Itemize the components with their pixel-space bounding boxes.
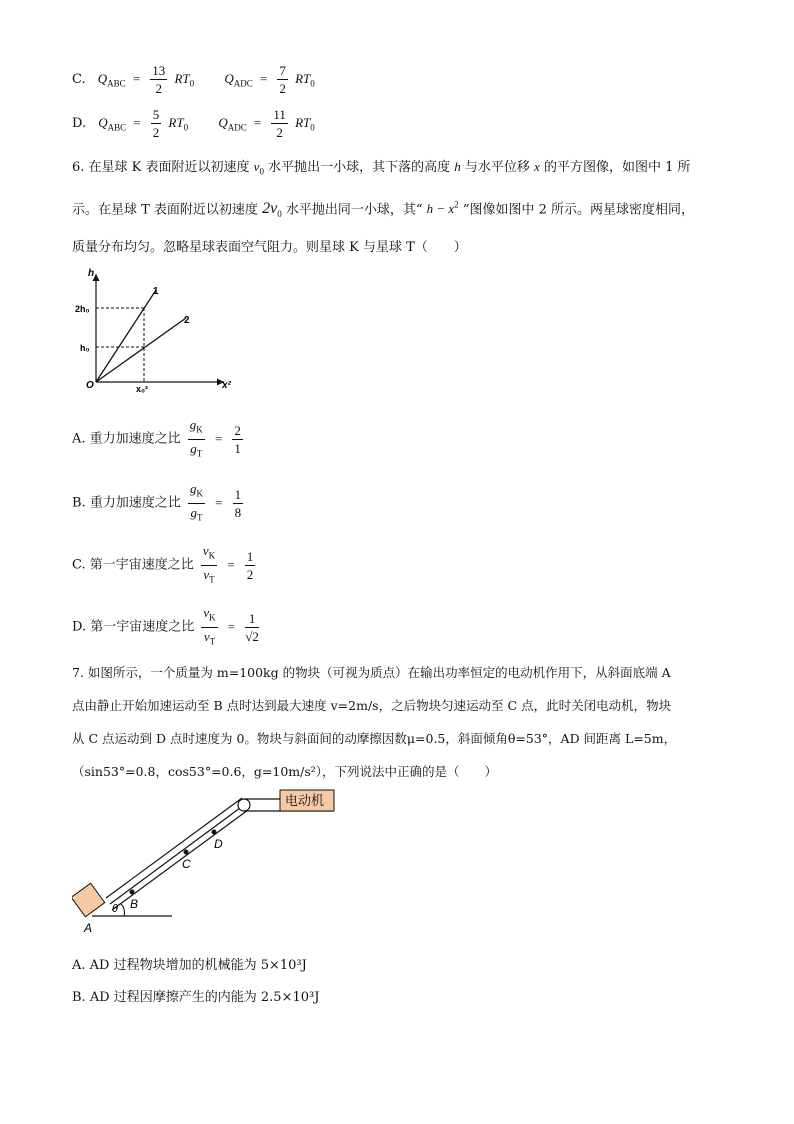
line-2: [96, 318, 186, 382]
fraction: $\frac{13}{2}$: [152, 63, 166, 96]
line-2-label: 2: [184, 315, 190, 326]
q5-option-d: D. $Q_{ABC}$ = $\frac{5}{2}$ $RT_0$ $Q_{ADC}$ = $\frac{11}{2}$ $RT_0$: [72, 107, 315, 140]
label-a: A: [84, 921, 93, 935]
label-c: C: [182, 857, 191, 871]
label-d: D: [214, 837, 223, 851]
q-abc-symbol: $Q_{ABC}$: [97, 71, 126, 89]
q5-option-c: C. $Q_{ABC}$ = $\frac{13}{2}$ $RT_0$ $Q_{ADC}$ = $\frac{7}{2}$ $RT_0$: [72, 63, 315, 96]
rt-symbol: $RT_0$: [168, 115, 189, 133]
q6-stem: [72, 150, 722, 264]
rt-symbol: $RT_0$: [295, 71, 315, 89]
point-d: [212, 830, 217, 835]
q7-line-2: 点由静止开始加速运动至 B 点时达到最大速度 v=2m/s，之后物块匀速运动至 C 点，此时关闭电动机，物块: [72, 698, 672, 713]
tick-h0: h₀: [80, 343, 90, 353]
rope-upper: [110, 805, 244, 904]
fraction: $\frac{7}{2}$: [279, 63, 286, 96]
block: [72, 883, 105, 917]
q6-line-1: 6. 在星球 K 表面附近以初速度 $v_0$ 水平抛出一小球，其下落的高度 h 与水平位移 x 的平方图像，如图中 1 所: [72, 159, 691, 177]
q6-line-2: 示。在星球 T 表面附近以初速度 $2v_0$ 水平抛出同一小球，其“ $h - x^2$ ”图像如图中 2 所示。两星球密度相同，: [72, 199, 694, 220]
point-c: [184, 850, 189, 855]
q-abc-symbol: $Q_{ABC}$: [98, 115, 127, 133]
motor-label: 电动机: [285, 793, 325, 808]
angle-arc: [121, 904, 125, 916]
option-label: C.: [72, 72, 86, 87]
theta-label: θ: [112, 903, 118, 915]
label-b: B: [130, 897, 139, 911]
q6-graph: [72, 262, 242, 397]
x-axis-label: x²: [222, 380, 231, 391]
q6-line-3: 质量分布均匀。忽略星球表面空气阻力。则星球 K 与星球 T（ ）: [72, 240, 467, 256]
point-b: [130, 890, 135, 895]
q6-option-d: D. 第一宇宙速度之比 $\frac{v_K}{v_T}$ = $\frac{1}{√2}$: [72, 605, 259, 647]
line-1: [96, 290, 156, 382]
q7-incline-figure: [72, 784, 362, 944]
fraction: $\frac{11}{2}$: [273, 107, 286, 140]
q7-stem: [72, 656, 732, 788]
q6-option-a: A. 重力加速度之比 $\frac{g_K}{g_T}$ = $\frac{2}{1}$: [72, 417, 241, 459]
q-adc-symbol: $Q_{ADC}$: [218, 115, 247, 133]
q7-option-b: B. AD 过程因摩擦产生的内能为 2.5×10³J: [72, 990, 320, 1005]
q7-option-a: A. AD 过程物块增加的机械能为 5×10³J: [72, 958, 307, 973]
y-axis-label: h: [88, 268, 95, 279]
rt-symbol: $RT_0$: [174, 71, 195, 89]
option-label: D.: [72, 116, 87, 131]
q6-option-c: C. 第一宇宙速度之比 $\frac{v_K}{v_T}$ = $\frac{1}{2}$: [72, 543, 254, 585]
q-adc-symbol: $Q_{ADC}$: [224, 71, 253, 89]
q7-line-3: 从 C 点运动到 D 点时速度为 0。物块与斜面间的动摩擦因数μ=0.5，斜面倾角θ=53°，AD 间距离 L=5m，: [72, 731, 677, 746]
q7-line-4: （sin53°=0.8，cos53°=0.6，g=10m/s²），下列说法中正确的是（ ）: [72, 764, 498, 779]
q7-line-1: 7. 如图所示，一个质量为 m=100kg 的物块（可视为质点）在输出功率恒定的电动机作用下，从斜面底端 A: [72, 665, 671, 680]
line-1-label: 1: [153, 286, 159, 297]
fraction: $\frac{5}{2}$: [152, 107, 160, 140]
origin-label: O: [86, 380, 94, 391]
incline-surface: [112, 810, 248, 910]
pulley: [238, 799, 250, 811]
tick-x0: x₀²: [136, 384, 149, 394]
tick-2h0: 2h₀: [75, 304, 90, 314]
rt-symbol: $RT_0$: [295, 115, 315, 133]
q6-option-b: B. 重力加速度之比 $\frac{g_K}{g_T}$ = $\frac{1}{8}$: [72, 481, 242, 523]
